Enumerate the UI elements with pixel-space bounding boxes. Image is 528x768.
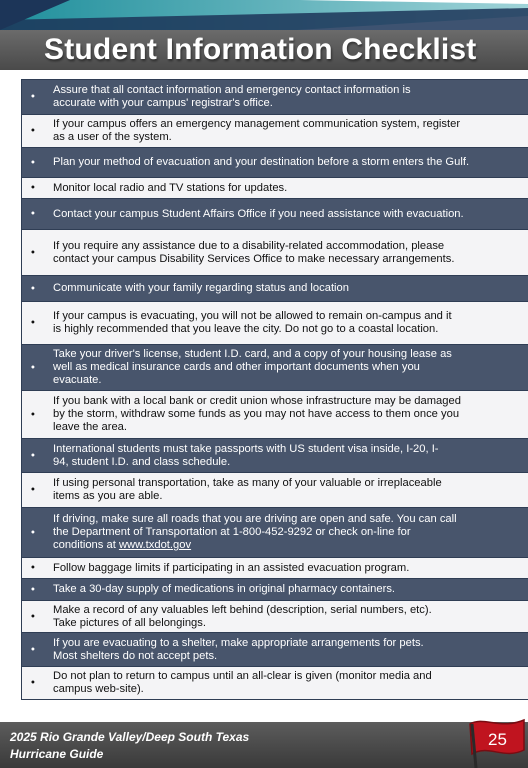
checklist-item (22, 666, 528, 700)
bullet-icon: • (31, 246, 35, 258)
checklist-line: as a user of the system. (53, 131, 172, 143)
checklist-line: Most shelters do not accept pets. (53, 649, 218, 662)
checklist-line: leave the area. (53, 421, 128, 433)
checklist-line: Assure that all contact information and emergency contact information is (53, 84, 411, 96)
checklist-item (22, 390, 528, 438)
bullet-icon: • (31, 408, 35, 420)
checklist-line: contact your campus Disability Services Office to make necessary arrangements. (53, 252, 455, 265)
checklist-item (22, 438, 528, 472)
checklist-line: Make a record of any valuables left behind (description, serial numbers, etc). (53, 603, 432, 616)
checklist-item (22, 79, 528, 114)
bullet-icon: • (31, 90, 35, 103)
checklist-line: Take a 30-day supply of medications in original pharmacy containers. (53, 583, 396, 595)
checklist-item (22, 578, 528, 600)
checklist-line: If you require any assistance due to a disability-related accommodation, please (53, 239, 445, 252)
checklist-line: Follow baggage limits if participating in an assisted evacuation program. (53, 561, 410, 574)
checklist-line: is highly recommended that you leave the city. Do not go to a coastal location. (53, 323, 439, 335)
checklist-line: If you bank with a local bank or credit union whose infrastructure may be damaged (53, 395, 461, 407)
checklist-item-text (53, 395, 461, 434)
checklist-item (22, 344, 528, 390)
checklist-item-text (53, 562, 409, 575)
bullet-icon: • (31, 483, 35, 496)
checklist-item (22, 632, 528, 666)
checklist-line: If using personal transportation, take as many of your valuable or irreplaceable (53, 477, 442, 489)
checklist-item (22, 177, 528, 198)
checklist-item-text (53, 282, 349, 295)
checklist-item-text (53, 310, 452, 336)
checklist-item-text (53, 118, 460, 144)
page-number: 25 (488, 730, 507, 749)
bullet-icon: • (31, 207, 35, 220)
checklist-line: the Department of Transportation at 1-800-452-9292 or check on-line for (53, 526, 411, 538)
txdot-link[interactable]: www.txdot.gov (118, 539, 192, 551)
checklist-item (22, 198, 528, 229)
checklist-item (22, 472, 528, 507)
bullet-icon: • (31, 282, 35, 294)
bullet-icon: • (31, 526, 35, 538)
checklist-item (22, 557, 528, 578)
checklist-line: accurate with your campus' registrar's office. (53, 97, 273, 109)
bullet-icon: • (31, 561, 35, 574)
bullet-icon: • (31, 181, 35, 194)
checklist-item-text (53, 182, 287, 195)
checklist-line: Take your driver's license, student I.D. card, and a copy of your housing lease as (53, 348, 452, 360)
checklist-line: If driving, make sure all roads that you are driving are open and safe. You can call (53, 513, 457, 525)
checklist-line: If your campus offers an emergency management communication system, register (53, 118, 461, 130)
checklist-line: Contact your campus Student Affairs Office if you need assistance with evacuation. (53, 207, 464, 220)
checklist-item-text (53, 156, 469, 169)
checklist-item-text (53, 348, 452, 387)
checklist-item (22, 600, 528, 632)
bullet-icon: • (31, 610, 35, 622)
bullet-icon: • (31, 643, 35, 655)
checklist-item-text (53, 208, 464, 221)
checklist-item-text (53, 637, 424, 663)
checklist-line: Plan your method of evacuation and your destination before a storm enters the Gulf. (53, 156, 470, 168)
checklist-line: If you are evacuating to a shelter, make appropriate arrangements for pets. (53, 636, 424, 649)
checklist-line: items as you are able. (53, 490, 163, 502)
checklist-item (22, 114, 528, 147)
link-prefix: conditions at (53, 539, 119, 551)
footer-guide-title: 2025 Rio Grande Valley/Deep South Texas (10, 730, 250, 744)
checklist-line: Monitor local radio and TV stations for updates. (53, 181, 288, 194)
checklist-item-text (53, 443, 439, 469)
checklist-item (22, 275, 528, 301)
checklist-item (22, 507, 528, 557)
checklist-item (22, 301, 528, 344)
checklist-line: by the storm, withdraw some funds as you may not have access to them once you (53, 408, 460, 420)
checklist-line: well as medical insurance cards and other important documents when you (53, 361, 420, 373)
bullet-icon: • (31, 361, 35, 373)
checklist-item-text (53, 84, 411, 110)
checklist-item (22, 229, 528, 275)
bullet-icon: • (31, 316, 35, 329)
footer-bar (0, 722, 528, 768)
checklist-item-text (53, 240, 454, 266)
checklist-line: Do not plan to return to campus until an all-clear is given (monitor media and (53, 670, 432, 682)
checklist-line: If your campus is evacuating, you will not be allowed to remain on-campus and it (53, 310, 452, 322)
bullet-icon: • (31, 676, 35, 689)
bullet-icon: • (31, 124, 35, 137)
checklist-line: 94, student I.D. and class schedule. (53, 455, 231, 468)
checklist (21, 79, 528, 700)
checklist-item-text (53, 513, 457, 552)
checklist-item-text (53, 670, 432, 696)
checklist-line: campus web-site). (53, 683, 144, 695)
bullet-icon: • (31, 449, 35, 461)
checklist-item-text (53, 477, 442, 503)
checklist-line: Communicate with your family regarding status and location (53, 282, 349, 294)
checklist-item-text (53, 604, 432, 630)
page-title: Student Information Checklist (44, 33, 477, 66)
checklist-item (22, 147, 528, 177)
bullet-icon: • (31, 156, 35, 168)
bullet-icon: • (31, 583, 35, 595)
checklist-line: evacuate. (53, 374, 102, 386)
checklist-line: Take pictures of all belongings. (53, 616, 206, 629)
footer-guide-subtitle: Hurricane Guide (10, 747, 104, 761)
checklist-line (53, 539, 457, 552)
checklist-line: International students must take passports with US student visa inside, I-20, I- (53, 442, 439, 455)
checklist-item-text (53, 583, 395, 596)
